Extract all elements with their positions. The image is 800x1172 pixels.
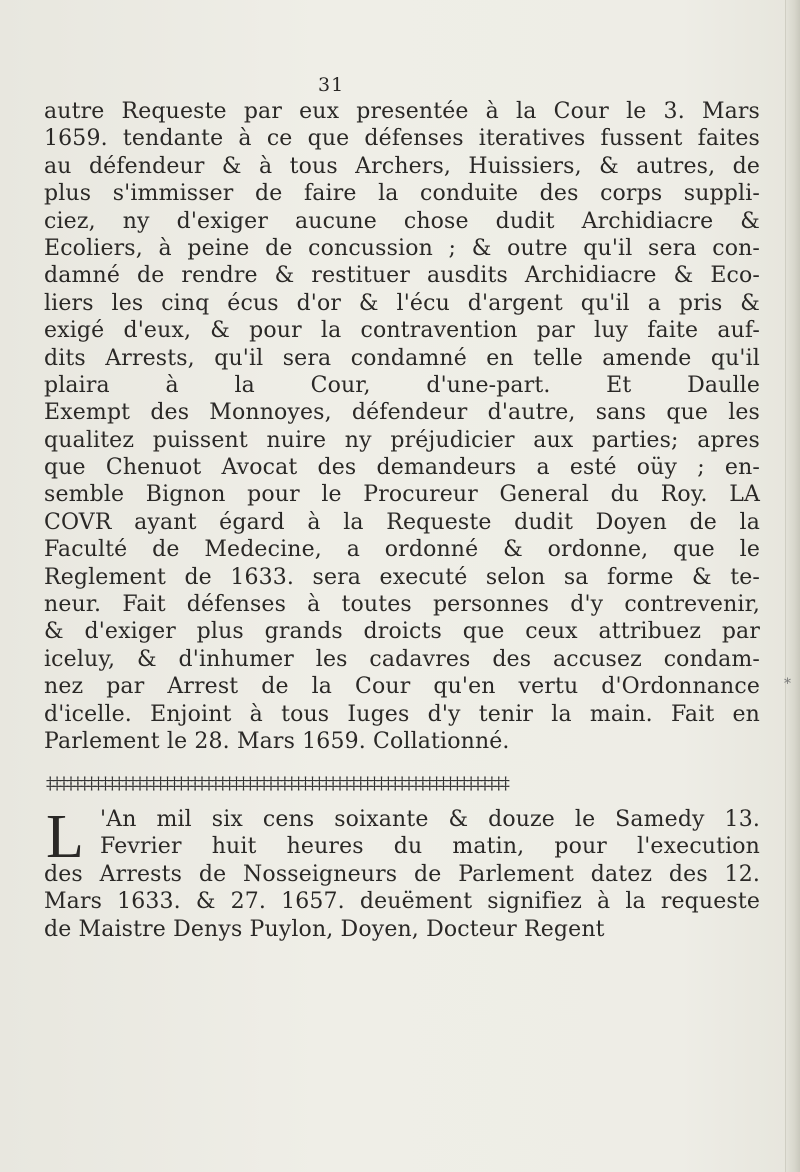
text-line: neur. Fait défenses à toutes personnes d'y contrevenir,	[44, 592, 760, 618]
text-line: Fevrier huit heures du matin, pour l'execution	[100, 834, 760, 860]
text-line: ciez, ny d'exiger aucune chose dudit Archidiacre &	[44, 208, 760, 234]
paragraph-main	[44, 98, 760, 755]
ink-speck: *	[784, 676, 791, 692]
text-line: autre Requeste par eux presentée à la Cour le 3. Mars	[44, 99, 760, 124]
text-line: exigé d'eux, & pour la contravention par luy faite auf-	[44, 318, 760, 344]
text-line: Mars 1633. & 27. 1657. deuëment signifiez à la requeste	[44, 889, 760, 915]
text-line: plaira à la Cour, d'une-part. Et Daulle	[44, 372, 760, 398]
text-line: Parlement le 28. Mars 1659. Collationné.	[44, 728, 510, 754]
page-number: 31	[318, 74, 345, 96]
text-line: 'An mil six cens soixante & douze le Samedy 13.	[100, 807, 760, 832]
ornamental-divider: ‡‡‡‡‡‡‡‡‡‡‡‡‡‡‡‡‡‡‡‡‡‡‡‡‡‡‡‡‡‡‡‡‡‡‡‡‡‡‡‡‡‡‡‡‡‡‡‡‡‡‡‡‡‡‡‡‡‡‡‡‡‡‡‡‡‡‡	[46, 774, 509, 794]
text-line: iceluy, & d'inhumer les cadavres des accusez condam-	[44, 646, 760, 672]
text-line: liers les cinq écus d'or & l'écu d'argent qu'il a pris &	[44, 290, 760, 316]
text-line: semble Bignon pour le Procureur General du Roy. LA	[44, 482, 760, 508]
text-line: qualitez puissent nuire ny préjudicier aux parties; apres	[44, 427, 760, 453]
text-line: nez par Arrest de la Cour qu'en vertu d'Ordonnance	[44, 674, 760, 700]
text-line: Faculté de Medecine, a ordonné & ordonne, que le	[44, 537, 760, 563]
text-line: Reglement de 1633. sera executé selon sa forme & te-	[44, 564, 760, 590]
text-line: Exempt des Monnoyes, défendeur d'autre, sans que les	[44, 400, 760, 426]
text-line: Ecoliers, à peine de concussion ; & outre qu'il sera con-	[44, 235, 760, 261]
text-line: & d'exiger plus grands droicts que ceux attribuez par	[44, 619, 760, 645]
text-line: 1659. tendante à ce que défenses iteratives fussent faites	[44, 126, 760, 152]
text-line: COVR ayant égard à la Requeste dudit Doyen de la	[44, 509, 760, 535]
text-line: au défendeur & à tous Archers, Huissiers, & autres, de	[44, 153, 760, 179]
paragraph-second	[44, 803, 760, 943]
text-line: dits Arrests, qu'il sera condamné en telle amende qu'il	[44, 345, 760, 371]
drop-cap: L	[46, 803, 84, 871]
text-line: damné de rendre & restituer ausdits Archidiacre & Eco-	[44, 263, 760, 289]
text-line: d'icelle. Enjoint à tous Iuges d'y tenir la main. Fait en	[44, 701, 760, 727]
text-line: que Chenuot Avocat des demandeurs a esté oüy ; en-	[44, 455, 760, 481]
page-edge	[785, 0, 800, 1172]
text-line: des Arrests de Nosseigneurs de Parlement datez des 12.	[44, 861, 760, 887]
text-line: plus s'immisser de faire la conduite des corps suppli-	[44, 181, 760, 207]
text-line: de Maistre Denys Puylon, Doyen, Docteur Regent	[44, 916, 605, 942]
